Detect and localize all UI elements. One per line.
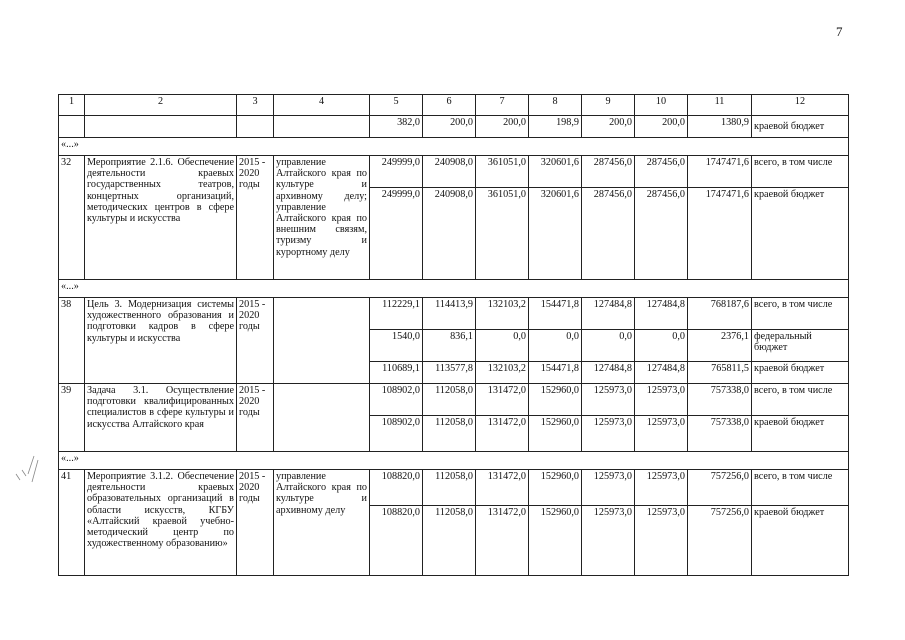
value-cell: 125973,0 xyxy=(582,416,635,452)
value-cell: 240908,0 xyxy=(423,156,476,188)
source-cell: краевой бюджет xyxy=(752,506,849,576)
value-cell: 154471,8 xyxy=(529,298,582,330)
value-cell: 113577,8 xyxy=(423,362,476,384)
value-cell: 0,0 xyxy=(476,330,529,362)
value-cell: 765811,5 xyxy=(688,362,752,384)
activity-name-cell: Мероприятие 2.1.6. Обеспечение деятельности краевых государственных театров, концертных организаций, методических центров в сфере культуры и искусства xyxy=(85,156,237,280)
header-cell: 8 xyxy=(529,95,582,116)
table-body xyxy=(59,95,849,576)
executor-cell: управление Алтайского края по культуре и архивному делу xyxy=(274,470,370,576)
header-cell: 12 xyxy=(752,95,849,116)
value-cell: 131472,0 xyxy=(476,384,529,416)
value-cell: 2376,1 xyxy=(688,330,752,362)
value-cell: 112058,0 xyxy=(423,470,476,506)
ellipsis-row xyxy=(59,138,849,156)
source-cell: всего, в том числе xyxy=(752,298,849,330)
source-cell: федеральный бюджет xyxy=(752,330,849,362)
source-cell: всего, в том числе xyxy=(752,156,849,188)
row-number-cell: 38 xyxy=(59,298,85,384)
value-cell: 287456,0 xyxy=(635,156,688,188)
value-cell: 320601,6 xyxy=(529,188,582,280)
executor-cell: управление Алтайского края по культуре и архивному делу; управление Алтайского края по внешним связям, туризму и курортному делу xyxy=(274,156,370,280)
value-cell: 287456,0 xyxy=(582,188,635,280)
value-cell: 127484,8 xyxy=(635,298,688,330)
value-cell: 200,0 xyxy=(476,116,529,138)
value-cell: 114413,9 xyxy=(423,298,476,330)
header-cell: 4 xyxy=(274,95,370,116)
value-cell: 131472,0 xyxy=(476,416,529,452)
empty-cell xyxy=(59,116,85,138)
value-cell: 361051,0 xyxy=(476,188,529,280)
value-cell: 768187,6 xyxy=(688,298,752,330)
years-cell: 2015 - 2020 годы xyxy=(237,298,274,384)
value-cell: 757256,0 xyxy=(688,470,752,506)
value-cell: 125973,0 xyxy=(582,506,635,576)
source-cell: краевой бюджет xyxy=(752,188,849,280)
value-cell: 200,0 xyxy=(423,116,476,138)
value-cell: 1747471,6 xyxy=(688,156,752,188)
header-cell: 3 xyxy=(237,95,274,116)
executor-cell xyxy=(274,384,370,452)
ellipsis-cell: «...» xyxy=(59,280,849,298)
value-cell: 108820,0 xyxy=(370,506,423,576)
value-cell: 154471,8 xyxy=(529,362,582,384)
header-cell: 5 xyxy=(370,95,423,116)
empty-cell xyxy=(274,116,370,138)
value-cell: 240908,0 xyxy=(423,188,476,280)
value-cell: 287456,0 xyxy=(635,188,688,280)
table-row xyxy=(59,470,849,506)
value-cell: 127484,8 xyxy=(635,362,688,384)
value-cell: 127484,8 xyxy=(582,362,635,384)
ellipsis-row xyxy=(59,280,849,298)
table-row xyxy=(59,384,849,416)
value-cell: 0,0 xyxy=(635,330,688,362)
value-cell: 382,0 xyxy=(370,116,423,138)
value-cell: 125973,0 xyxy=(582,384,635,416)
source-cell: всего, в том числе xyxy=(752,470,849,506)
executor-cell xyxy=(274,298,370,384)
header-cell: 9 xyxy=(582,95,635,116)
ellipsis-cell: «...» xyxy=(59,138,849,156)
value-cell: 287456,0 xyxy=(582,156,635,188)
years-cell: 2015 - 2020 годы xyxy=(237,156,274,280)
activity-name-cell: Задача 3.1. Осуществление подготовки квалифицированных специалистов в сфере культуры и искусства Алтайского края xyxy=(85,384,237,452)
value-cell: 131472,0 xyxy=(476,470,529,506)
value-cell: 127484,8 xyxy=(582,298,635,330)
row-number-cell: 32 xyxy=(59,156,85,280)
value-cell: 152960,0 xyxy=(529,470,582,506)
value-cell: 108820,0 xyxy=(370,470,423,506)
activity-name-cell: Мероприятие 3.1.2. Обеспечение деятельности краевых образовательных организаций в области искусств, КГБУ «Алтайский краевой учебно-методический центр по художественному образованию» xyxy=(85,470,237,576)
value-cell: 320601,6 xyxy=(529,156,582,188)
empty-cell xyxy=(237,116,274,138)
value-cell: 152960,0 xyxy=(529,384,582,416)
value-cell: 110689,1 xyxy=(370,362,423,384)
source-cell: краевой бюджет xyxy=(752,362,849,384)
years-cell: 2015 - 2020 годы xyxy=(237,470,274,576)
table-row xyxy=(59,298,849,330)
empty-cell xyxy=(85,116,237,138)
value-cell: 125973,0 xyxy=(582,470,635,506)
value-cell: 132103,2 xyxy=(476,298,529,330)
ellipsis-cell: «...» xyxy=(59,452,849,470)
value-cell: 125973,0 xyxy=(635,506,688,576)
value-cell: 125973,0 xyxy=(635,384,688,416)
value-cell: 249999,0 xyxy=(370,188,423,280)
value-cell: 112058,0 xyxy=(423,384,476,416)
scan-noise-marks xyxy=(8,452,48,492)
value-cell: 198,9 xyxy=(529,116,582,138)
value-cell: 112058,0 xyxy=(423,416,476,452)
value-cell: 112058,0 xyxy=(423,506,476,576)
value-cell: 152960,0 xyxy=(529,506,582,576)
header-cell: 7 xyxy=(476,95,529,116)
years-cell: 2015 - 2020 годы xyxy=(237,384,274,452)
value-cell: 249999,0 xyxy=(370,156,423,188)
value-cell: 361051,0 xyxy=(476,156,529,188)
table-row xyxy=(59,116,849,138)
page-number: 7 xyxy=(836,24,843,39)
value-cell: 1747471,6 xyxy=(688,188,752,280)
source-cell: всего, в том числе xyxy=(752,384,849,416)
value-cell: 108902,0 xyxy=(370,416,423,452)
value-cell: 131472,0 xyxy=(476,506,529,576)
budget-table xyxy=(58,94,849,576)
table-row xyxy=(59,156,849,188)
header-cell: 6 xyxy=(423,95,476,116)
header-cell: 11 xyxy=(688,95,752,116)
row-number-cell: 41 xyxy=(59,470,85,576)
value-cell: 757338,0 xyxy=(688,384,752,416)
value-cell: 1540,0 xyxy=(370,330,423,362)
header-row xyxy=(59,95,849,116)
header-cell: 10 xyxy=(635,95,688,116)
header-cell: 2 xyxy=(85,95,237,116)
value-cell: 757338,0 xyxy=(688,416,752,452)
value-cell: 125973,0 xyxy=(635,470,688,506)
value-cell: 108902,0 xyxy=(370,384,423,416)
source-cell: краевой бюджет xyxy=(752,116,849,138)
value-cell: 757256,0 xyxy=(688,506,752,576)
value-cell: 1380,9 xyxy=(688,116,752,138)
value-cell: 836,1 xyxy=(423,330,476,362)
header-cell: 1 xyxy=(59,95,85,116)
value-cell: 152960,0 xyxy=(529,416,582,452)
ellipsis-row xyxy=(59,452,849,470)
value-cell: 200,0 xyxy=(582,116,635,138)
value-cell: 0,0 xyxy=(582,330,635,362)
activity-name-cell: Цель 3. Модернизация системы художественного образования и подготовки кадров в сфере культуры и искусства xyxy=(85,298,237,384)
source-cell: краевой бюджет xyxy=(752,416,849,452)
value-cell: 0,0 xyxy=(529,330,582,362)
row-number-cell: 39 xyxy=(59,384,85,452)
value-cell: 200,0 xyxy=(635,116,688,138)
value-cell: 125973,0 xyxy=(635,416,688,452)
value-cell: 112229,1 xyxy=(370,298,423,330)
value-cell: 132103,2 xyxy=(476,362,529,384)
